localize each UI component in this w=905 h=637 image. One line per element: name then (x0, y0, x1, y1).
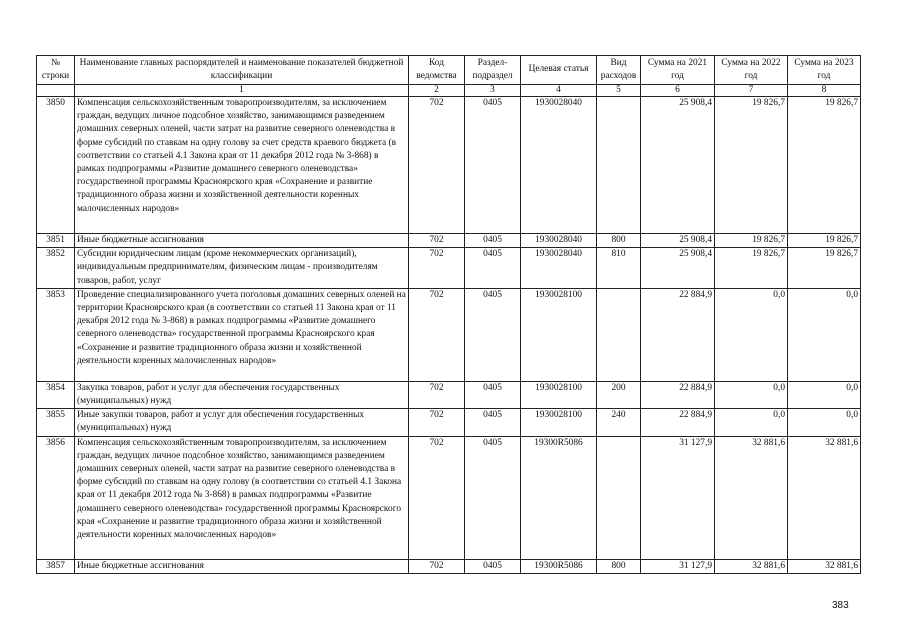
row-sum-2021: 31 127,9 (641, 559, 715, 573)
row-section: 0405 (465, 288, 521, 381)
row-sum-2022: 0,0 (715, 409, 788, 436)
table-row (37, 234, 861, 248)
row-sum-2021: 22 884,9 (641, 381, 715, 408)
row-department-code: 702 (409, 234, 465, 248)
row-number: 3853 (37, 288, 75, 381)
row-expense-type: 800 (597, 559, 641, 573)
row-expense-type: 200 (597, 381, 641, 408)
column-number: 5 (597, 85, 641, 97)
table-header-row (37, 56, 861, 85)
table-row (37, 436, 861, 559)
table-row (37, 288, 861, 381)
row-sum-2023: 0,0 (788, 288, 861, 381)
row-sum-2023: 19 826,7 (788, 248, 861, 289)
row-section: 0405 (465, 409, 521, 436)
row-target-item: 1930028040 (521, 97, 597, 234)
column-number: 8 (788, 85, 861, 97)
row-name: Компенсация сельскохозяйственным товаропроизводителям, за исключением граждан, ведущих личное подсобное хозяйство, занимающимся разведением домашних северных оленей, части затрат на развитие северного оленеводства в форме субсидий по ставкам на одну голову за счет средств краевого бюджета (в соответствии со статьей 4.1 Закона края от 11 декабря 2012 года № 3-868) в рамках подпрограммы «Развитие домашнего северного оленеводства» государственной программы Красноярского края «Сохранение и развитие традиционного образа жизни и хозяйственной деятельности коренных малочисленных народов» (75, 97, 409, 234)
row-sum-2021: 25 908,4 (641, 248, 715, 289)
row-section: 0405 (465, 559, 521, 573)
row-sum-2022: 32 881,6 (715, 436, 788, 559)
column-number: 6 (641, 85, 715, 97)
row-number: 3854 (37, 381, 75, 408)
row-sum-2023: 32 881,6 (788, 436, 861, 559)
row-number: 3857 (37, 559, 75, 573)
row-target-item: 1930028100 (521, 288, 597, 381)
column-number: 3 (465, 85, 521, 97)
table-row (37, 248, 861, 289)
row-sum-2021: 22 884,9 (641, 409, 715, 436)
header-row-number: № строки (37, 56, 75, 85)
row-sum-2023: 32 881,6 (788, 559, 861, 573)
row-sum-2022: 19 826,7 (715, 97, 788, 234)
table-row (37, 381, 861, 408)
row-target-item: 1930028040 (521, 248, 597, 289)
row-sum-2023: 19 826,7 (788, 97, 861, 234)
row-expense-type (597, 288, 641, 381)
row-sum-2021: 25 908,4 (641, 97, 715, 234)
budget-table (36, 55, 861, 574)
row-expense-type: 810 (597, 248, 641, 289)
row-section: 0405 (465, 248, 521, 289)
row-section: 0405 (465, 234, 521, 248)
row-sum-2023: 19 826,7 (788, 234, 861, 248)
row-name: Субсидии юридическим лицам (кроме некоммерческих организаций), индивидуальным предпринимателям, физическим лицам - производителям товаров, работ, услуг (75, 248, 409, 289)
budget-table-sheet (36, 55, 860, 574)
row-expense-type: 800 (597, 234, 641, 248)
page-number: 383 (832, 600, 849, 611)
row-number: 3851 (37, 234, 75, 248)
row-name: Иные закупки товаров, работ и услуг для обеспечения государственных (муниципальных) нужд (75, 409, 409, 436)
row-number: 3855 (37, 409, 75, 436)
table-row (37, 97, 861, 234)
row-department-code: 702 (409, 97, 465, 234)
header-expense-type: Вид расходов (597, 56, 641, 85)
row-department-code: 702 (409, 288, 465, 381)
header-sum-2023: Сумма на 2023 год (788, 56, 861, 85)
row-expense-type (597, 436, 641, 559)
row-number: 3850 (37, 97, 75, 234)
row-department-code: 702 (409, 409, 465, 436)
row-name: Иные бюджетные ассигнования (75, 234, 409, 248)
header-section: Раздел-подраздел (465, 56, 521, 85)
row-number: 3852 (37, 248, 75, 289)
header-name: Наименование главных распорядителей и наименование показателей бюджетной классификации (75, 56, 409, 85)
header-target-item: Целевая статья (521, 56, 597, 85)
row-department-code: 702 (409, 559, 465, 573)
header-department-code: Код ведомства (409, 56, 465, 85)
row-department-code: 702 (409, 248, 465, 289)
row-sum-2022: 19 826,7 (715, 234, 788, 248)
row-target-item: 19300R5086 (521, 559, 597, 573)
row-department-code: 702 (409, 381, 465, 408)
row-sum-2023: 0,0 (788, 381, 861, 408)
row-section: 0405 (465, 381, 521, 408)
row-target-item: 1930028100 (521, 409, 597, 436)
row-expense-type: 240 (597, 409, 641, 436)
row-sum-2023: 0,0 (788, 409, 861, 436)
row-sum-2022: 19 826,7 (715, 248, 788, 289)
column-number-row (37, 85, 861, 97)
row-name: Закупка товаров, работ и услуг для обеспечения государственных (муниципальных) нужд (75, 381, 409, 408)
row-name: Иные бюджетные ассигнования (75, 559, 409, 573)
row-sum-2021: 22 884,9 (641, 288, 715, 381)
row-target-item: 1930028100 (521, 381, 597, 408)
row-sum-2021: 25 908,4 (641, 234, 715, 248)
table-row (37, 559, 861, 573)
column-number (37, 85, 75, 97)
row-sum-2022: 0,0 (715, 288, 788, 381)
row-target-item: 19300R5086 (521, 436, 597, 559)
row-sum-2021: 31 127,9 (641, 436, 715, 559)
column-number: 1 (75, 85, 409, 97)
row-number: 3856 (37, 436, 75, 559)
row-sum-2022: 32 881,6 (715, 559, 788, 573)
row-name: Компенсация сельскохозяйственным товаропроизводителям, за исключением граждан, ведущих личное подсобное хозяйство, занимающимся разведением домашних северных оленей, части затрат на развитие северного оленеводства в форме субсидий по ставкам на одну голову (в соответствии со статьей 4.1 Закона края от 11 декабря 2012 года № 3-868) в рамках подпрограммы «Развитие домашнего северного оленеводства» государственной программы Красноярского края «Сохранение и развитие традиционного образа жизни и хозяйственной деятельности коренных малочисленных народов» (75, 436, 409, 559)
column-number: 4 (521, 85, 597, 97)
row-expense-type (597, 97, 641, 234)
row-sum-2022: 0,0 (715, 381, 788, 408)
column-number: 7 (715, 85, 788, 97)
row-target-item: 1930028040 (521, 234, 597, 248)
table-row (37, 409, 861, 436)
header-sum-2021: Сумма на 2021 год (641, 56, 715, 85)
row-name: Проведение специализированного учета поголовья домашних северных оленей на территории Красноярского края (в соответствии со статьей 11 Закона края от 11 декабря 2012 года № 3-868) в рамках подпрограммы «Развитие домашнего северного оленеводства» государственной программы Красноярского края «Сохранение и развитие традиционного образа жизни и хозяйственной деятельности коренных малочисленных народов» (75, 288, 409, 381)
row-section: 0405 (465, 436, 521, 559)
header-sum-2022: Сумма на 2022 год (715, 56, 788, 85)
row-section: 0405 (465, 97, 521, 234)
column-number: 2 (409, 85, 465, 97)
row-department-code: 702 (409, 436, 465, 559)
